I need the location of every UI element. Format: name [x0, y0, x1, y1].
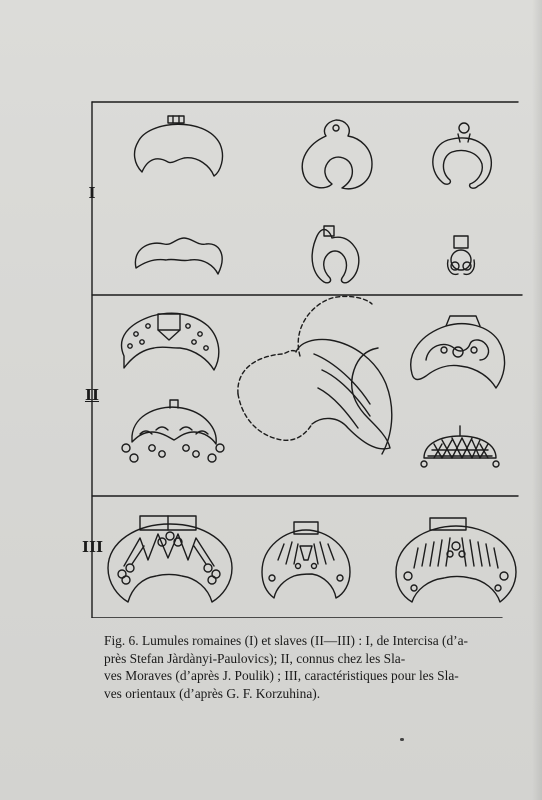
lunula-east-2	[262, 522, 350, 598]
figure-plate	[82, 98, 526, 618]
page-edge-shadow	[532, 0, 542, 800]
lunula-roman-1	[135, 116, 223, 176]
row-label-2: II	[84, 386, 100, 404]
figure-caption	[104, 632, 524, 702]
caption-line-1: Fig. 6. Lumules romaines (I) et slaves (II—III) : I, de Intercisa (d’a-	[104, 633, 469, 648]
page-speck	[400, 738, 404, 741]
lunula-moravian-3	[238, 296, 392, 454]
row-label-3: III	[82, 538, 104, 556]
lunula-roman-2	[302, 120, 372, 189]
lunula-moravian-2	[122, 400, 224, 462]
lunula-east-1	[108, 516, 232, 602]
lunula-moravian-4	[411, 316, 505, 388]
caption-line-4: ves orientaux (d’après G. F. Korzuhina).	[104, 685, 321, 701]
lunula-roman-6	[448, 236, 475, 274]
caption-line-3: ves Moraves (d’après J. Poulik) ; III, caractéristiques pour les Sla-	[104, 668, 459, 683]
row-label-1: I	[88, 184, 96, 202]
lunula-roman-4	[135, 238, 222, 274]
caption-line-2: près Stefan Jàrdànyi-Paulovics); II, connus chez les Sla-	[104, 650, 406, 666]
lunula-drawings	[86, 98, 526, 618]
lunula-east-3	[396, 518, 516, 602]
lunula-roman-3	[433, 123, 492, 188]
lunula-roman-5	[312, 226, 359, 283]
lunula-moravian-1	[122, 313, 219, 370]
lunula-moravian-5	[421, 426, 499, 467]
